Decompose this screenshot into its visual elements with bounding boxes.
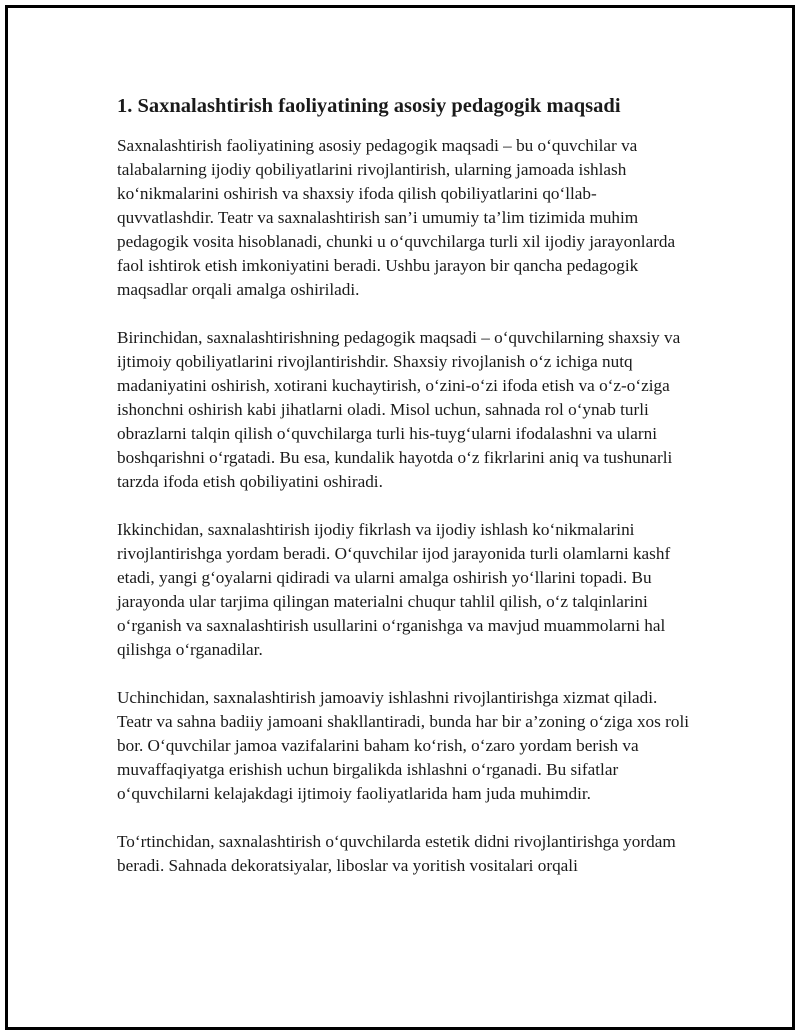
paragraph-intro: Saxnalashtirish faoliyatining asosiy pedagogik maqsadi – bu o‘quvchilar va talabalarning ijodiy qobiliyatlarini rivojlantirish, ularning jamoada ishlash ko‘nikmalarini oshirish va shaxsiy ifoda qilish qobiliyatlarini qo‘llab-quvvatlashdir. Teatr va saxnalashtirish san’i umumiy ta’lim tizimida muhim pedagogik vosita hisoblanadi, chunki u o‘quvchilarga turli xil ijodiy jarayonlarda faol ishtirok etish imkoniyatini beradi. Ushbu jarayon bir qancha pedagogik maqsadlar orqali amalga oshiriladi.: [117, 136, 676, 299]
paragraph-second: Ikkinchidan, saxnalashtirish ijodiy fikrlash va ijodiy ishlash ko‘nikmalarini rivojlantirishga yordam beradi. O‘quvchilar ijod jarayonida turli olamlarni kashf etadi, yangi g‘oyalarni qidiradi va ularni amalga oshirish yo‘llarini topadi. Bu jarayonda ular tarjima qilingan materialni chuqur tahlil qilish, o‘z talqinlarini o‘rganish va saxnalashtirish usullarini o‘rganishga va mavjud muammolarni hal qilishga o‘rganadilar.: [117, 520, 671, 659]
paragraph-first: Birinchidan, saxnalashtirishning pedagogik maqsadi – o‘quvchilarning shaxsiy va ijtimoiy qobiliyatlarini rivojlantirishdir. Shaxsiy rivojlanish o‘z ichiga nutq madaniyatini oshirish, xotirani kuchaytirish, o‘zini-o‘zi ifoda etish va o‘z-o‘ziga ishonchni oshirish kabi jihatlarni oladi. Misol uchun, sahnada rol o‘ynab turli obrazlarni talqin qilish o‘quvchilarga turli his-tuyg‘ularni ifodalashni va ularni boshqarishni o‘rgatadi. Bu esa, kundalik hayotda o‘z fikrlarini aniq va tushunarli tarzda ifoda etish qobiliyatini oshiradi.: [117, 328, 681, 491]
paragraph-third: Uchinchidan, saxnalashtirish jamoaviy ishlashni rivojlantirishga xizmat qiladi. Teatr va sahna badiiy jamoani shakllantiradi, bunda har bir a’zoning o‘ziga xos roli bor. O‘quvchilar jamoa vazifalarini baham ko‘rish, o‘zaro yordam berish va muvaffaqiyatga erishish uchun birgalikda ishlashni o‘rganadi. Bu sifatlar o‘quvchilarni kelajakdagi ijtimoiy faoliyatlarida ham juda muhimdir.: [117, 688, 690, 803]
document-body: [117, 92, 692, 902]
paragraph-fourth: To‘rtinchidan, saxnalashtirish o‘quvchilarda estetik didni rivojlantirishga yordam beradi. Sahnada dekoratsiyalar, liboslar va yoritish vositalari orqali: [117, 832, 676, 875]
section-heading: 1. Saxnalashtirish faoliyatining asosiy pedagogik maqsadi: [117, 95, 621, 117]
